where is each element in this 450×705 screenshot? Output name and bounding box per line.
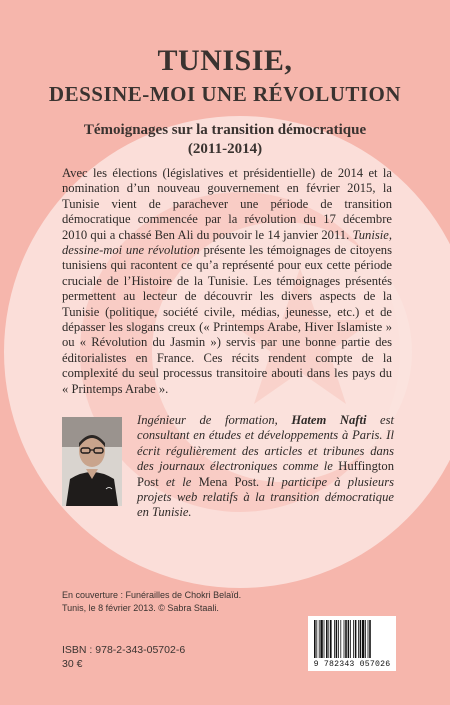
price: 30 €	[62, 657, 83, 670]
barcode-bar	[314, 620, 316, 658]
bio-intro: Ingénieur de formation,	[137, 413, 292, 427]
subtitle-line-1: Témoignages sur la transition démocratique	[83, 122, 367, 138]
barcode-bar	[369, 620, 371, 658]
credits-line-2: Tunis, le 8 février 2013. © Sabra Staali.	[62, 603, 219, 613]
barcode-bar	[345, 620, 347, 658]
barcode-bar	[355, 620, 357, 658]
book-title-line-1: TUNISIE,	[157, 44, 293, 77]
barcode-bar	[319, 620, 320, 658]
barcode-bar	[360, 620, 362, 658]
blurb-part-1: Avec les élections (législatives et présidentielle) de 2014 et la nomination d’un nouveau gouvernement en février 2015, la Tunisie vient de parachever une période de transition démocratique commencée par la révolution du 17 décembre 2010 qui a chassé Ben Ali du pouvoir le 14 janvier 2011.	[62, 166, 392, 242]
photo-credits	[62, 589, 322, 615]
bio-and: et le	[158, 474, 199, 489]
blurb-book-title: Tunisie, dessine-moi une révolution	[62, 227, 392, 258]
barcode-bar	[368, 620, 369, 658]
barcode-bar	[334, 620, 335, 658]
barcode-bar	[344, 620, 345, 658]
author-portrait-icon	[62, 417, 122, 506]
publication-2: Mena Post	[198, 474, 257, 489]
barcode-bar	[362, 620, 364, 658]
back-cover-blurb	[62, 166, 392, 397]
barcode-bar	[365, 620, 366, 658]
barcode-bar	[338, 620, 339, 658]
barcode-bar	[316, 620, 317, 658]
barcode-bar	[340, 620, 341, 658]
author-photo	[62, 417, 122, 506]
barcode-digits: 9 782343 057026	[313, 660, 391, 669]
author-name: Hatem Nafti	[291, 413, 367, 427]
publication-1: Huffington Post	[137, 459, 394, 489]
barcode-bar	[350, 620, 351, 658]
barcode-bar	[358, 620, 359, 658]
barcode-bar	[348, 620, 350, 658]
barcode-icon	[308, 616, 396, 660]
bio-mid: est consultant en études et développements à Paris. Il écrit régulièrement des articles et tribunes dans des journaux électroniques comme le	[137, 413, 395, 474]
bio-end: . Il participe à plusieurs projets web relatifs à la transition démocratique en Tunisie.	[137, 474, 394, 520]
blurb-part-2: présente les témoignages de citoyens tunisiens qui racontent ce qu’a représenté pour eux cette période cruciale de l’Histoire de la Tunisie. Les témoignages présentés permettent au lecteur de découvrir les divers aspects de la Tunisie (politique, société civile, médias, jeunesse, etc.) et de dépasser les slogans creux (« Printemps Arabe, Hiver Islamiste » ou « Révolution du Jasmin ») servis par une bonne partie des éditorialistes en France. Ces récits rendent compte de la complexité du seul processus transitoire abouti dans les pays du « Printemps Arabe ».	[62, 243, 393, 396]
barcode-bar	[326, 620, 328, 658]
barcode-bar	[320, 620, 322, 658]
barcode-bar	[330, 620, 332, 658]
barcode-bar	[336, 620, 338, 658]
subtitle-line-2: (2011-2014)	[187, 141, 263, 157]
barcode-bar	[328, 620, 329, 658]
author-bio	[137, 413, 394, 521]
isbn-number: ISBN : 978-2-343-05702-6	[62, 644, 186, 656]
barcode-bar	[324, 620, 325, 658]
barcode-bar	[353, 620, 354, 658]
book-title-line-2: DESSINE-MOI UNE RÉVOLUTION	[48, 82, 402, 106]
barcode	[308, 616, 396, 671]
isbn-block	[62, 644, 262, 671]
credits-line-1: En couverture : Funérailles de Chokri Belaïd.	[62, 590, 242, 600]
